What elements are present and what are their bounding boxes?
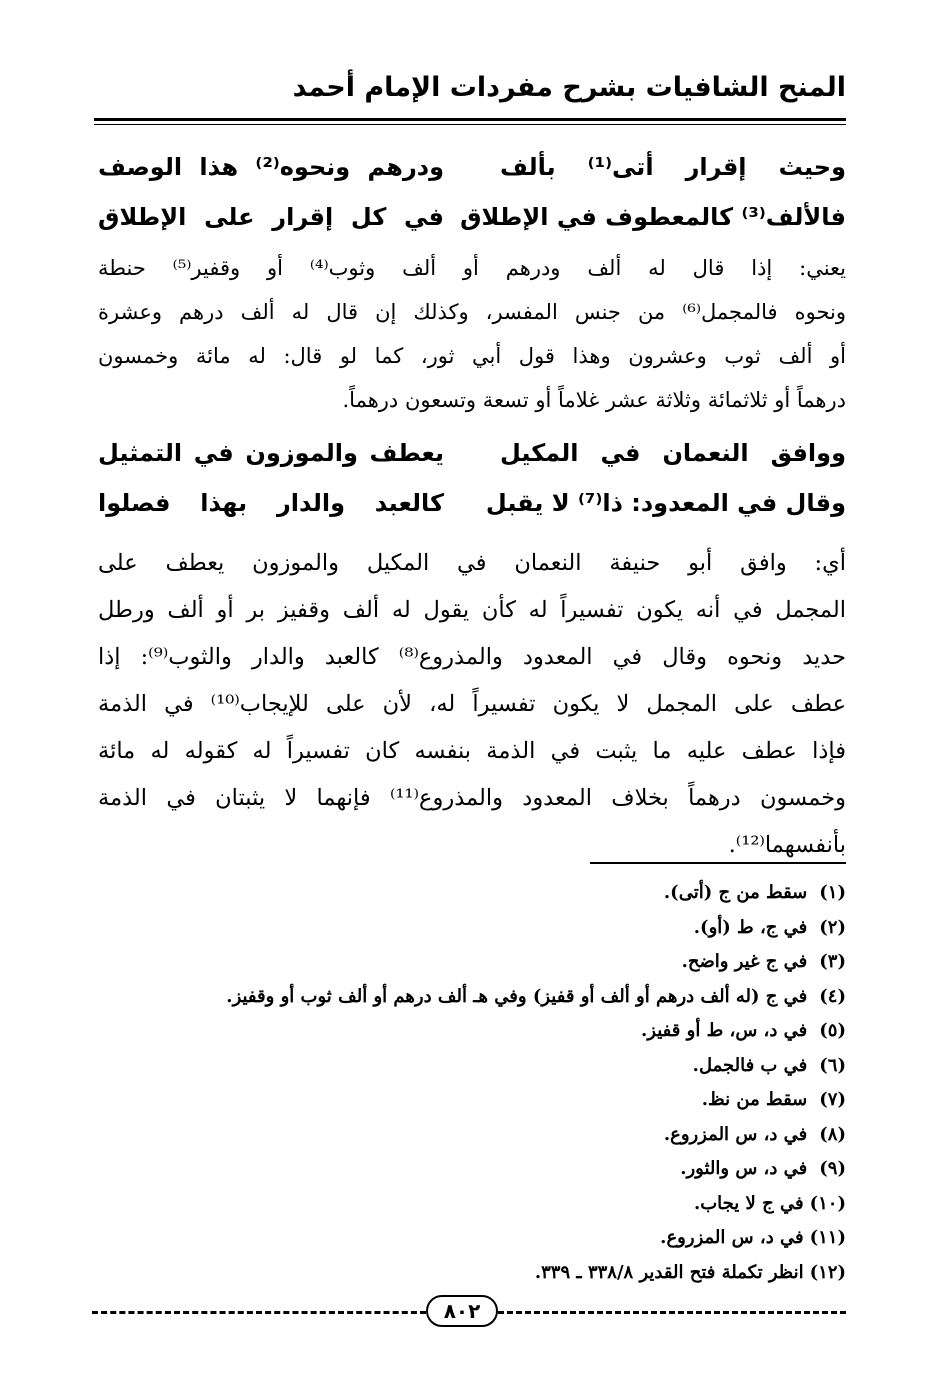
commentary-line: وخمسون درهماً بخلاف المعدود والمذروع⁽¹¹⁾ فإنهما لا يثبتان في الذمة	[98, 785, 846, 811]
footnote-text: سقط من نظ.	[701, 1089, 808, 1110]
commentary-paragraph-2	[98, 540, 846, 869]
footnote-text: في ج، ط (أو).	[693, 916, 808, 938]
verse-second-hemistich: يعطف والموزون في التمثيل	[98, 439, 444, 467]
commentary-line: بأنفسهما⁽¹²⁾.	[728, 832, 846, 858]
commentary-line: المجمل في أنه يكون تفسيراً له كأن يقول له ألف وقفيز بر أو ألف ورطل	[98, 597, 846, 623]
footnote-number: (٥)	[819, 1020, 846, 1041]
verse-first-hemistich: وحيث إقرار أتى⁽¹⁾ بألف	[500, 153, 846, 181]
footnote-text: في ج غير واضح.	[681, 951, 808, 972]
verse-first-hemistich: ووافق النعمان في المكيل	[500, 439, 846, 467]
verse-first-hemistich: وقال في المعدود: ذا⁽⁷⁾ لا يقبل	[485, 489, 846, 517]
footnote-item	[98, 1014, 846, 1049]
verse-line	[98, 142, 846, 192]
footnote-number: (٣)	[819, 951, 846, 972]
footnote-item	[98, 1152, 846, 1187]
footnote-number: (٧)	[819, 1089, 846, 1110]
footnote-text: في ب فالجمل.	[692, 1054, 808, 1076]
footnote-item	[98, 945, 846, 980]
footnote-item	[98, 1118, 846, 1153]
commentary-line: حديد ونحوه وقال في المعدود والمذروع⁽⁸⁾ كالعبد والدار والثوب⁽⁹⁾: إذا	[98, 644, 847, 670]
footnote-text: في ج (له ألف درهم أو ألف أو قفيز) وفي هـ ألف درهم أو ألف ثوب أو وقفيز.	[226, 985, 808, 1007]
footnote-number: (٦)	[819, 1054, 846, 1076]
verse-second-hemistich: كالعبد والدار بهذا فصلوا	[98, 489, 444, 517]
footnote-item	[98, 980, 846, 1015]
footnote-number: (١)	[819, 882, 846, 903]
running-title: المنح الشافيات بشرح مفردات الإمام أحمد	[292, 72, 846, 103]
footnote-number: (١١)	[809, 1227, 846, 1248]
footnote-text: في د، س المزروع.	[660, 1227, 804, 1248]
footnote-number: (١٢)	[809, 1261, 846, 1283]
page-number: ٨٠٢	[426, 1295, 498, 1327]
footnote-number: (١٠)	[809, 1192, 846, 1214]
footnote-item	[98, 1256, 846, 1291]
footnote-text: في د، س والثور.	[680, 1158, 808, 1179]
footnotes	[98, 876, 846, 1290]
verse-line	[98, 428, 846, 478]
commentary-line: أو ألف ثوب وعشرون وهذا قول أبي ثور، كما لو قال: له مائة وخمسون	[98, 344, 846, 368]
footnote-text: في ج لا يجاب.	[693, 1192, 804, 1214]
commentary-line: فإذا عطف عليه ما يثبت في الذمة بنفسه كان تفسيراً له كقوله له مائة	[98, 738, 846, 764]
poem-verses-1	[98, 142, 846, 242]
footnote-item	[98, 1221, 846, 1256]
footer-dashed-rule-right	[498, 1311, 846, 1314]
verse-second-hemistich: في كل إقرار على الإطلاق	[98, 203, 444, 231]
commentary-line: أي: وافق أبو حنيفة النعمان في المكيل والموزون يعطف على	[98, 550, 846, 576]
verse-first-hemistich: فالألف⁽³⁾ كالمعطوف في الإطلاق	[460, 203, 846, 231]
footnote-text: انظر تكملة فتح القدير ٣٣٨/٨ ـ ٣٣٩.	[534, 1261, 804, 1283]
footnote-number: (٤)	[819, 985, 846, 1007]
footnote-item	[98, 1083, 846, 1118]
footnote-separator	[590, 862, 846, 864]
footnote-item	[98, 1187, 846, 1222]
commentary-line: درهماً أو ثلاثمائة وثلاثة عشر غلاماً أو تسعة وتسعون درهماً.	[342, 388, 846, 412]
footnote-item	[98, 876, 846, 911]
verse-second-hemistich: ودرهم ونحوه⁽²⁾ هذا الوصف	[98, 153, 444, 181]
poem-verses-2	[98, 428, 846, 528]
commentary-paragraph-1	[98, 246, 846, 422]
commentary-line: ونحوه فالمجمل⁽⁶⁾ من جنس المفسر، وكذلك إن قال له ألف درهم وعشرة	[98, 300, 846, 324]
header-rule-thick	[94, 118, 846, 121]
commentary-line: يعني: إذا قال له ألف ودرهم أو ألف وثوب⁽⁴⁾ أو وقفير⁽⁵⁾ حنطة	[98, 256, 847, 280]
footnote-item	[98, 1049, 846, 1084]
footnote-item	[98, 911, 846, 946]
commentary-line: عطف على المجمل لا يكون تفسيراً له، لأن على للإيجاب⁽¹⁰⁾ في الذمة	[98, 691, 846, 717]
footnote-number: (٩)	[819, 1158, 846, 1179]
header-rule-thin	[94, 124, 846, 125]
footnote-number: (٨)	[819, 1123, 846, 1145]
footnote-number: (٢)	[819, 916, 846, 938]
footer-dashed-rule-left	[92, 1311, 426, 1314]
footnote-text: في د، س، ط أو قفيز.	[641, 1020, 808, 1041]
verse-line	[98, 192, 846, 242]
verse-line	[98, 478, 846, 528]
footnote-text: سقط من ج (أتى).	[663, 882, 808, 903]
footnote-text: في د، س المزروع.	[663, 1123, 808, 1145]
